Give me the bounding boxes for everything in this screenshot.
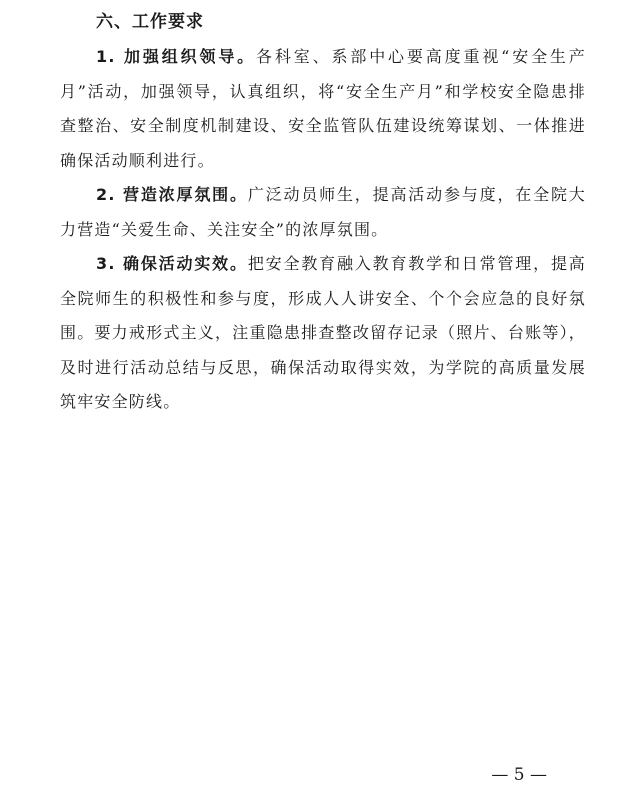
paragraph-body: 把安全教育融入教育教学和日常管理，提高全院师生的积极性和参与度，形成人人讲安全、个个会应急的良好氛围。要力戒形式主义，注重隐患排查整改留存记录（照片、台账等），及时进行活动总结与反思，确保活动取得实效，为学院的高质量发展筑牢安全防线。: [60, 254, 586, 411]
paragraph-body: 广泛动员师生，提高活动参与度，在全院大力营造“关爱生命、关注安全”的浓厚氛围。: [60, 185, 586, 239]
paragraph-body: 各科室、系部中心要高度重视“安全生产月”活动，加强领导，认真组织，将“安全生产月”和学校安全隐患排查整治、安全制度机制建设、安全监管队伍建设统筹谋划、一体推进确保活动顺利进行。: [60, 47, 586, 170]
paragraph-create-atmosphere: [60, 178, 586, 247]
paragraph-ensure-effectiveness: [60, 247, 586, 420]
paragraph-lead: 3. 确保活动实效。: [96, 254, 248, 273]
section-heading: 六、工作要求: [96, 12, 204, 32]
page-number: — 5 —: [491, 765, 547, 785]
paragraph-lead: 2. 营造浓厚氛围。: [96, 185, 248, 204]
paragraph-strengthen-leadership: [60, 40, 586, 178]
paragraph-lead: 1. 加强组织领导。: [96, 47, 257, 66]
